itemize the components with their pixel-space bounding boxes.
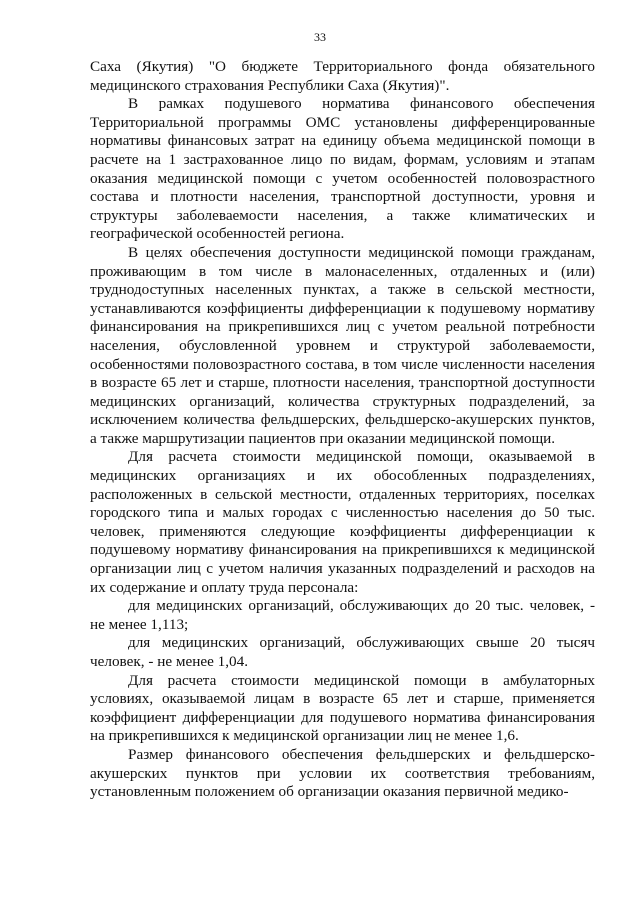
paragraph-differentiation-coefficients: В целях обеспечения доступности медицинской помощи гражданам, проживающим в том числе в малонаселенных, отдаленных и (или) труднодоступных населенных пунктах, а также в сельской местности, устанавливаются коэффициенты дифференциации к подушевому нормативу финансирования на прикрепившихся лиц с учетом реальной потребности населения, обусловленной уровнем и структурой заболеваемости, особенностями половозрастного состава, в том числе численности населения в возрасте 65 лет и старше, плотности населения, транспортной доступности медицинских организаций, количества структурных подразделений, за исключением количества фельдшерских, фельдшерско-акушерских пунктов, а также маршрутизации пациентов при оказании медицинской помощи. [90, 243, 595, 447]
page-number: 33 [314, 30, 326, 44]
list-item-over-20k: для медицинских организаций, обслуживающих свыше 20 тысяч человек, - не менее 1,04. [90, 634, 595, 670]
paragraph-rural-organizations: Для расчета стоимости медицинской помощи, оказываемой в медицинских организациях и их обособленных подразделениях, расположенных в сельской местности, отдаленных территориях, поселках городского типа и малых городах с численностью населения до 50 тыс. человек, применяются следующие коэффициенты дифференциации к подушевому нормативу финансирования на прикрепившихся к медицинской организации лиц с учетом наличия указанных подразделений и расходов на их содержание и оплату труда персонала: [90, 448, 595, 596]
paragraph-differentiated-norms: В рамках подушевого норматива финансового обеспечения Территориальной программы ОМС установлены дифференцированные нормативы финансовых затрат на единицу объема медицинской помощи в расчете на 1 застрахованное лицо по видам, формам, условиям и этапам оказания медицинской помощи с учетом особенностей половозрастного состава и плотности населения, транспортной доступности, уровня и структуры заболеваемости населения, а также климатических и географической особенностей региона. [90, 95, 595, 243]
paragraph-continuation: Саха (Якутия) "О бюджете Территориального фонда обязательного медицинского страхования Республики Саха (Якутия)". [90, 58, 595, 94]
paragraph-elderly-coefficient: Для расчета стоимости медицинской помощи в амбулаторных условиях, оказываемой лицам в возрасте 65 лет и старше, применяется коэффициент дифференциации для подушевого норматива финансирования на прикрепившихся к медицинской организации лиц не менее 1,6. [90, 671, 595, 745]
document-body [90, 58, 595, 802]
paragraph-feldsher-funding: Размер финансового обеспечения фельдшерских и фельдшерско-акушерских пунктов при условии их соответствия требованиям, установленным положением об организации оказания первичной медико- [90, 745, 595, 801]
list-item-up-to-20k: для медицинских организаций, обслуживающих до 20 тыс. человек, - не менее 1,113; [90, 597, 595, 633]
